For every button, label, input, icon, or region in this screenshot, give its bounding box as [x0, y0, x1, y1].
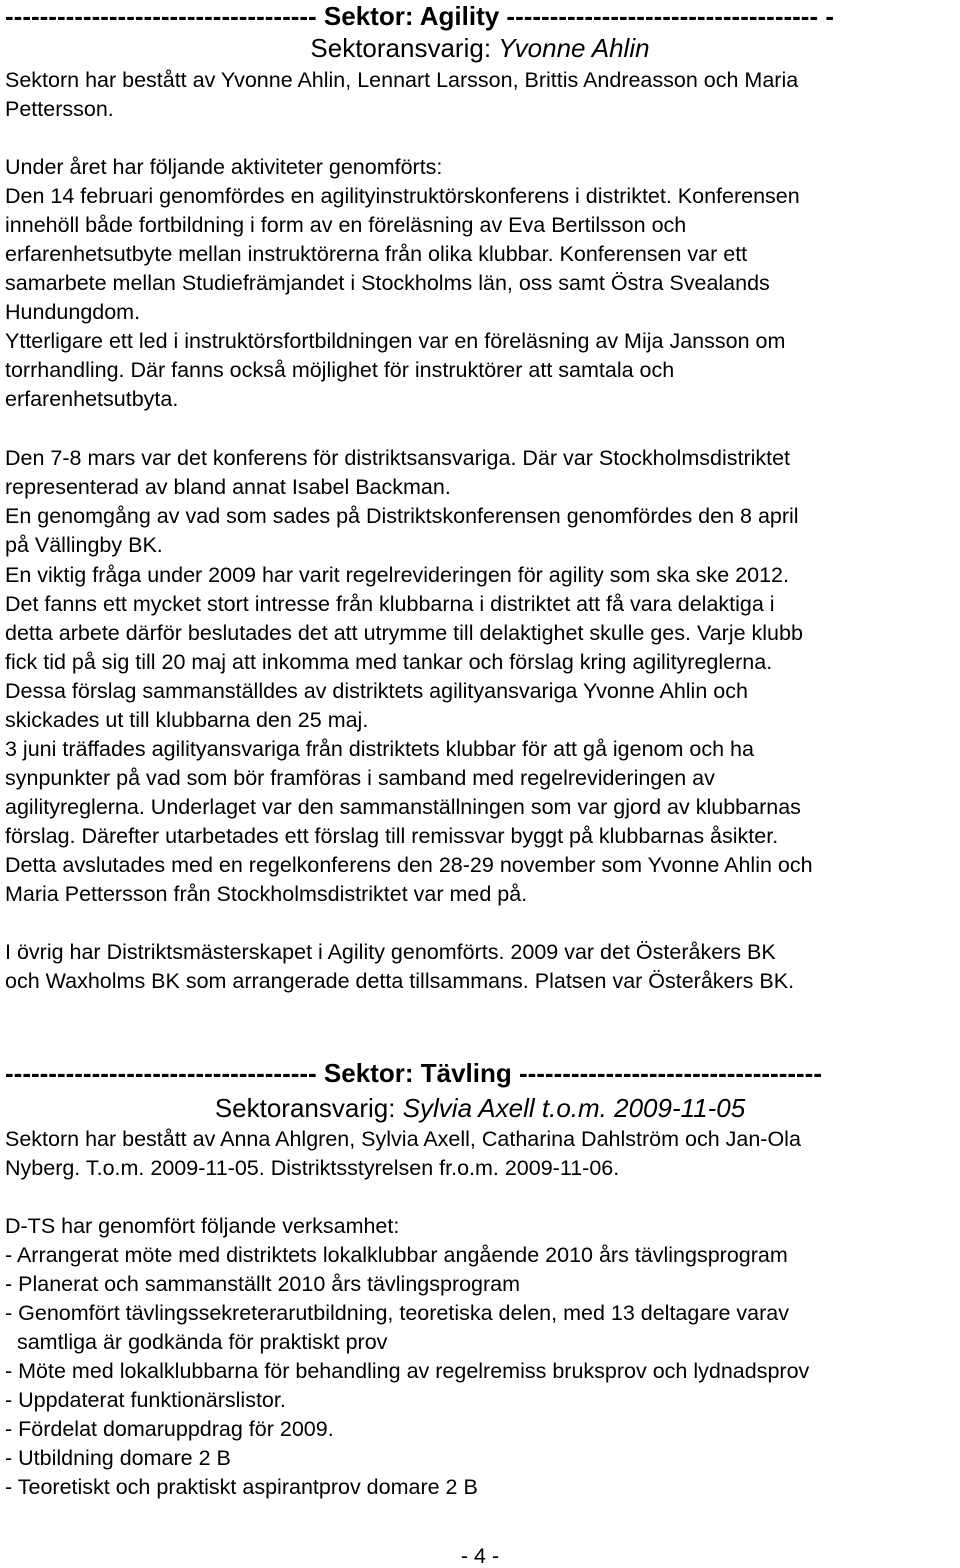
paragraph-line: erfarenhetsutbyte mellan instruktörerna från olika klubbar. Konferensen var ett [5, 242, 748, 266]
paragraph-line: agilityreglerna. Underlaget var den sammanställningen som var gjord av klubbarnas [5, 795, 801, 819]
paragraph-line: En viktig fråga under 2009 har varit regelrevideringen för agility som ska ske 2012. [5, 563, 789, 587]
page-number: - 4 - [460, 1544, 500, 1568]
paragraph-line: representerad av bland annat Isabel Backman. [5, 475, 451, 499]
paragraph-line: En genomgång av vad som sades på Distriktskonferensen genomfördes den 8 april [5, 504, 799, 528]
paragraph-line: Detta avslutades med en regelkonferens den 28-29 november som Yvonne Ahlin och [5, 853, 813, 877]
paragraph-line: torrhandling. Där fanns också möjlighet för instruktörer att samtala och [5, 358, 675, 382]
paragraph-line: Den 14 februari genomfördes en agilityinstruktörskonferens i distriktet. Konferensen [5, 184, 800, 208]
paragraph-line: skickades ut till klubbarna den 25 maj. [5, 708, 369, 732]
paragraph-line: Dessa förslag sammanställdes av distriktets agilityansvariga Yvonne Ahlin och [5, 679, 748, 703]
section-heading-agility: ------------------------------------ Sektor: Agility ------------------------------------ - [5, 1, 835, 31]
list-item: - Utbildning domare 2 B [5, 1446, 231, 1470]
list-item: - Genomfört tävlingssekreterarutbildning, teoretiska delen, med 13 deltagare varav [5, 1301, 789, 1325]
paragraph-line: 3 juni träffades agilityansvariga från distriktets klubbar för att gå igenom och ha [5, 737, 754, 761]
paragraph-line: innehöll både fortbildning i form av en föreläsning av Eva Bertilsson och [5, 213, 687, 237]
paragraph-line: Nyberg. T.o.m. 2009-11-05. Distriktsstyrelsen fr.o.m. 2009-11-06. [5, 1156, 620, 1180]
list-item: - Fördelat domaruppdrag för 2009. [5, 1417, 334, 1441]
responsible-name: Yvonne Ahlin [498, 33, 650, 63]
responsible-label: Sektoransvarig: [310, 33, 499, 63]
responsible-label: Sektoransvarig: [214, 1093, 403, 1123]
paragraph-line: samarbete mellan Studiefrämjandet i Stockholms län, oss samt Östra Svealands [5, 271, 770, 295]
list-item: - Teoretiskt och praktiskt aspirantprov domare 2 B [5, 1475, 478, 1499]
section-responsible-tavling [5, 1092, 955, 1124]
paragraph-line: fick tid på sig till 20 maj att inkomma med tankar och förslag kring agilityreglerna. [5, 650, 773, 674]
responsible-name: Sylvia Axell t.o.m. 2009-11-05 [402, 1093, 746, 1123]
paragraph-line: på Vällingby BK. [5, 533, 163, 557]
paragraph-line: Maria Pettersson från Stockholmsdistriktet var med på. [5, 882, 528, 906]
paragraph-line: detta arbete därför beslutades det att utrymme till delaktighet skulle ges. Varje klubb [5, 621, 803, 645]
paragraph-line: Hundungdom. [5, 300, 141, 324]
paragraph-line: D-TS har genomfört följande verksamhet: [5, 1214, 400, 1238]
list-item: - Uppdaterat funktionärslistor. [5, 1388, 286, 1412]
list-item: - Planerat och sammanställt 2010 års tävlingsprogram [5, 1272, 521, 1296]
paragraph-line: Pettersson. [5, 97, 114, 121]
paragraph-line: erfarenhetsutbyta. [5, 387, 179, 411]
paragraph-line: Under året har följande aktiviteter genomförts: [5, 155, 443, 179]
list-item: - Möte med lokalklubbarna för behandling av regelremiss bruksprov och lydnadsprov [5, 1359, 810, 1383]
paragraph-line: Ytterligare ett led i instruktörsfortbildningen var en föreläsning av Mija Jansson om [5, 329, 786, 353]
section-heading-tavling: ------------------------------------ Sektor: Tävling ----------------------------------- [5, 1058, 822, 1088]
list-item-continuation: samtliga är godkända för praktiskt prov [5, 1330, 388, 1354]
paragraph-line: förslag. Därefter utarbetades ett förslag till remissvar byggt på klubbarnas åsikter. [5, 824, 779, 848]
paragraph-line: Sektorn har bestått av Anna Ahlgren, Sylvia Axell, Catharina Dahlström och Jan-Ola [5, 1127, 801, 1151]
paragraph-line: Den 7-8 mars var det konferens för distriktsansvariga. Där var Stockholmsdistriktet [5, 446, 791, 470]
paragraph-line: I övrig har Distriktsmästerskapet i Agility genomförts. 2009 var det Österåkers BK [5, 940, 776, 964]
paragraph-line: Det fanns ett mycket stort intresse från klubbarna i distriktet att få vara delaktiga i [5, 592, 775, 616]
paragraph-line: synpunkter på vad som bör framföras i samband med regelrevideringen av [5, 766, 715, 790]
paragraph-line: Sektorn har bestått av Yvonne Ahlin, Lennart Larsson, Brittis Andreasson och Maria [5, 68, 799, 92]
list-item: - Arrangerat möte med distriktets lokalklubbar angående 2010 års tävlingsprogram [5, 1243, 788, 1267]
section-responsible-agility [5, 32, 955, 64]
paragraph-line: och Waxholms BK som arrangerade detta tillsammans. Platsen var Österåkers BK. [5, 969, 795, 993]
